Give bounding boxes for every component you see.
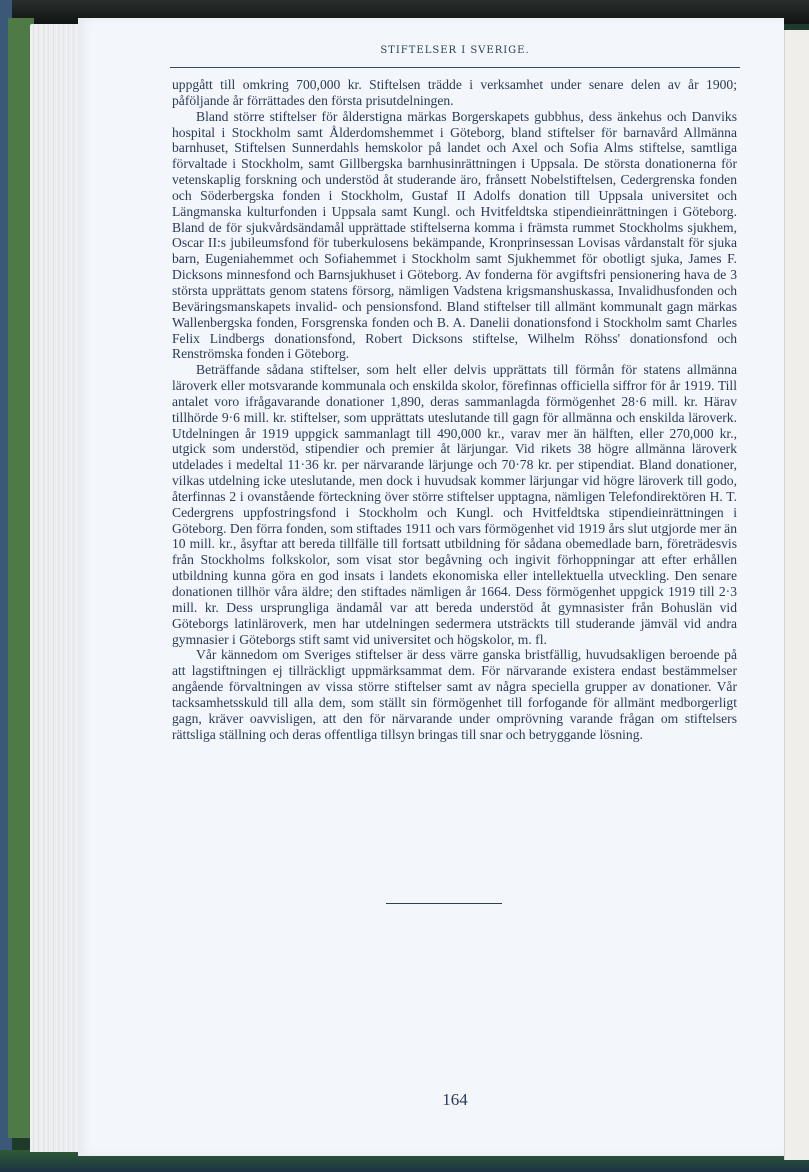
paragraph: Bland större stiftelser för ålderstigna märkas Borgerskapets gubbhus, dess änkehus och Danviks hospital i Stockholm samt Ålderdomshemmet i Göteborg, bland stiftelser för barnavård Allmänna barnhuset, Stiftelsen Sunnerdahls hemskolor på landet och Axel och Sofia Alms stiftelse, samtliga förvaltade i Stockholm, samt Gillbergska barnhusinrättningen i Uppsala. De största donationerna för vetenskaplig forskning och understöd åt studerande äro, frånsett Nobelstiftelsen, Cedergrenska fonden och Söderbergska fonden i Stockholm, Gustaf II Adolfs donation till Uppsala universitet och Längmanska kulturfonden i Uppsala samt Kungl. och Hvitfeldtska stipendieinrättningen i Göteborg. Bland de för sjukvårdsändamål upprättade stiftelserna komma i främsta rummet Stockholms sjukhem, Oscar II:s jubileumsfond för tuberkulosens bekämpande, Kronprinsessan Lovisas vårdanstalt för sjuka barn, Eugeniahemmet och Sofiahemmet i Stockholm samt Sjukhemmet för obotligt sjuka, James F. Dicksons minnesfond och Barnsjukhuset i Göteborg. Av fonderna för avgiftsfri pensionering hava de 3 största upprättats genom statens försorg, nämligen Vadstena krigsmanshuskassa, Invalidhusfonden och Beväringsmanskapets invalid- och pensionsfond. Bland stiftelser till allmänt kommunalt gagn märkas Wallenbergska fonden, Forsgrenska fonden och B. A. Danelii donationsfond i Stockholm samt Charles Felix Lindbergs donationsfond, Robert Dicksons stiftelse, Wilhelm Röhss' donationsfond och Renströmska fonden i Göteborg.	[172, 108, 737, 362]
paragraph: Vår kännedom om Sveriges stiftelser är dess värre ganska bristfällig, huvudsakligen beroende på att lagstiftningen ej tillräckligt uppmärksammat dem. För närvarande existera endast bestämmelser angående förvaltningen av vissa större stiftelser samt av några speciella grupper av donationer. Vår tacksamhetsskuld till alla dem, som ställt sin förmögenhet till forfogande för allmänt medborgerligt gagn, kräver oavvisligen, att den för närvarande under omprövning varande frågan om stiftelsers rättsliga ställning och deras offentliga tillsyn bringas till snar och betryggande lösning.	[172, 647, 737, 742]
running-head: STIFTELSER I SVERIGE.	[380, 45, 530, 56]
facing-page-edge	[784, 30, 809, 1160]
body-text	[172, 77, 737, 742]
page-number: 164	[442, 1090, 468, 1109]
header-rule	[170, 67, 740, 68]
paragraph: uppgått till omkring 700,000 kr. Stiftelsen trädde i verksamhet under senare delen av år 1900; påföljande år förrättades den första prisutdelningen.	[172, 77, 737, 108]
paragraph: Beträffande sådana stiftelser, som helt eller delvis upprättats till förmån för statens allmänna läroverk eller motsvarande kommunala och enskilda skolor, förefinnas officiella siffror för år 1919. Till antalet voro ifrågavarande donationer 1,890, deras sammanlagda förmögenhet 28·6 mill. kr. Härav tillhörde 9·6 mill. kr. stiftelser, som upprättats uteslutande till gagn för allmänna och enskilda läroverk. Utdelningen år 1919 uppgick sammanlagt till 490,000 kr., varav mer än hälften, eller 270,000 kr., utgick som understöd, stipendier och premier åt lärjungar. Vid rikets 38 högre allmänna läroverk utdelades i medeltal 11·36 kr. per närvarande lärjunge och 70·78 kr. per stipendiat. Bland donationer, vilkas utdelning icke uteslutande, men dock i huvudsak kommer lärjungar vid högre läroverk till godo, återfinnas 2 i ovanstående förteckning över större stiftelser upptagna, nämligen Telefondirektören H. T. Cedergrens uppfostringsfond i Stockholm och Kungl. och Hvitfeldtska stipendieinrättningen i Göteborg. Den förra fonden, som stiftades 1911 och vars förmögenhet vid 1919 års slut utgjorde mer än 10 mill. kr., åsyftar att bereda tillfälle till fortsatt utbildning för sådana obemedlade barn, företrädesvis från Stockholms folkskolor, som visat stor begåvning och ingivit förhoppningar att efter erhållen utbildning kunna göra en god insats i landets ekonomiska eller intellektuella utveckling. Den senare donationen tillhör våra äldre; den stiftades nämligen år 1664. Dess förmögenhet uppgick 1919 till 2·3 mill. kr. Dess ursprungliga ändamål var att bereda understöd åt gymnasister från Bohuslän vid Göteborgs latinläroverk, men har utdelningen sedermera utsträckts till studerande jämväl vid andra gymnasier i Göteborgs stift samt vid universitet och högskolor, m. fl.	[172, 362, 737, 647]
section-end-rule	[386, 903, 502, 904]
